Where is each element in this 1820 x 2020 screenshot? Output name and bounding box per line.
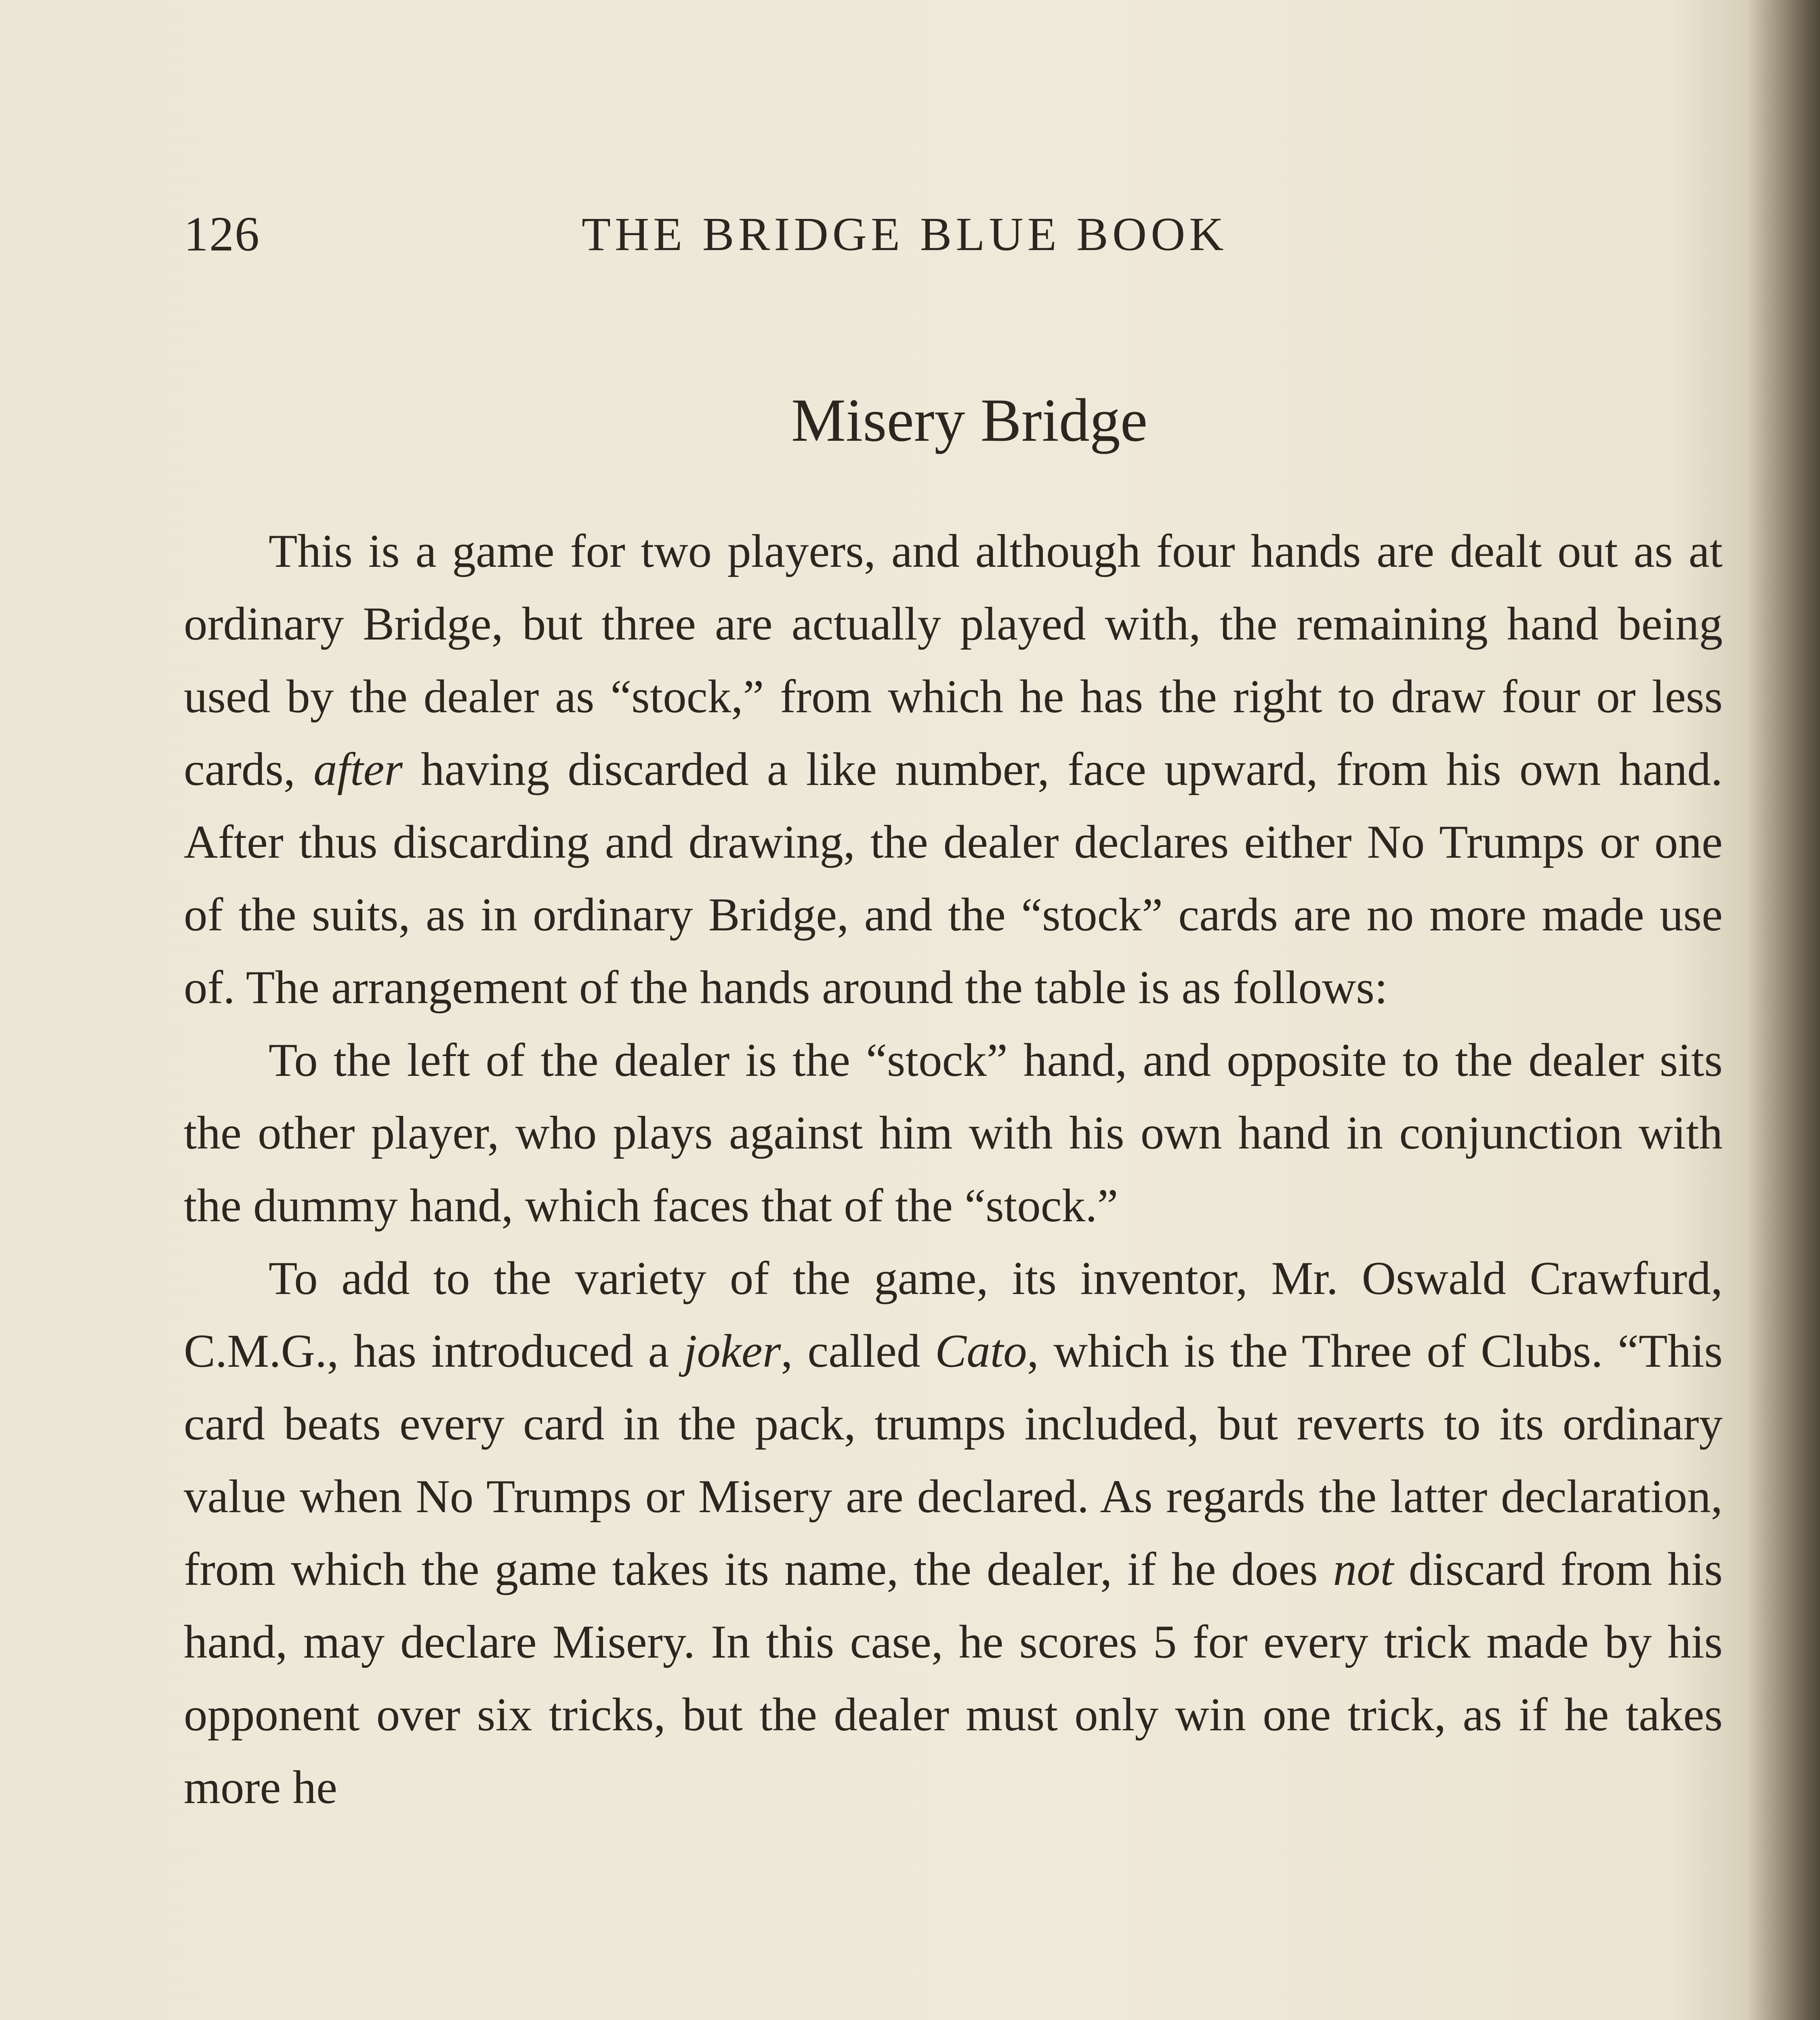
page-number: 126 — [184, 207, 260, 261]
chapter-title: Misery Bridge — [791, 386, 1148, 454]
paragraph-1: This is a game for two players, and although four hands are dealt out as at ordinary Bridge, but three are actually played with, the remaining hand being used by the dealer as “stock,” from which he has the right to draw four or less cards, after having discarded a like number, face upward, from his own hand. After thus discarding and drawing, the dealer declares either No Trumps or one of the suits, as in ordinary Bridge, and the “stock” cards are no more made use of. The arrangement of the hands around the table is as follows: — [184, 525, 1723, 1014]
paragraph-3: To add to the variety of the game, its inventor, Mr. Oswald Crawfurd, C.M.G., has introduced a joker, called Cato, which is the Three of Clubs. “This card beats every card in the pack, trumps included, but reverts to its ordinary value when No Trumps or Misery are declared. As regards the latter declaration, from which the game takes its name, the dealer, if he does not discard from his hand, may declare Misery. In this case, he scores 5 for every trick made by his opponent over six tricks, but the dealer must only win one trick, as if he takes more he — [184, 1252, 1723, 1814]
running-head — [184, 202, 1723, 267]
page-edge-shadow — [1747, 0, 1820, 2020]
paragraph-2: To the left of the dealer is the “stock” hand, and opposite to the dealer sits the other player, who plays against him with his own hand in conjunction with the dummy hand, which faces that of the “stock.” — [184, 1034, 1723, 1232]
book-title: THE BRIDGE BLUE BOOK — [582, 208, 1228, 261]
body-text — [184, 515, 1723, 1824]
